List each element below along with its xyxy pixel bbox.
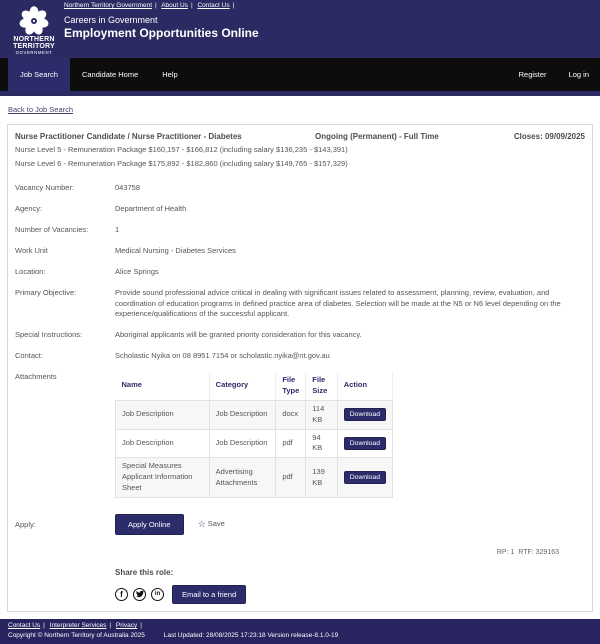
share-section xyxy=(115,568,585,604)
col-header-action: Action xyxy=(337,372,392,400)
logo-text-northern: NORTHERN xyxy=(13,36,55,43)
footer-link-interpreter-services[interactable]: Interpreter Services xyxy=(49,621,107,629)
detail-label: Vacancy Number: xyxy=(15,183,75,193)
detail-value: Department of Health xyxy=(115,204,187,214)
tab-job-search[interactable]: Job Search xyxy=(8,58,70,91)
facebook-icon[interactable]: f xyxy=(115,588,128,601)
share-title: Share this role: xyxy=(115,567,174,577)
separator: | xyxy=(140,621,142,629)
salary-line-n6: Nurse Level 6 - Remuneration Package $175,892 - $182,860 (including salary $149,765 - $157,329) xyxy=(15,159,348,169)
attachment-file-type: pdf xyxy=(276,429,306,458)
login-link[interactable]: Log in xyxy=(568,70,589,79)
attachments-header-row xyxy=(116,372,393,400)
nt-government-logo xyxy=(8,6,60,56)
attachment-file-type: pdf xyxy=(276,458,306,498)
detail-value: Aboriginal applicants will be granted priority consideration for this vacancy. xyxy=(115,330,362,340)
top-link-nt-government[interactable]: Northern Territory Government xyxy=(64,2,153,9)
save-job-button[interactable] xyxy=(198,518,225,531)
detail-label: Number of Vacancies: xyxy=(15,225,89,234)
detail-row-contact xyxy=(15,351,585,362)
page-title: Employment Opportunities Online xyxy=(64,26,259,40)
job-title-row xyxy=(15,132,585,141)
detail-row-work-unit xyxy=(15,246,585,257)
tab-help[interactable]: Help xyxy=(162,70,178,79)
nt-flower-icon xyxy=(12,6,56,36)
email-to-friend-button[interactable]: Email to a friend xyxy=(172,585,246,604)
attachment-row xyxy=(116,429,393,458)
attachment-file-type: docx xyxy=(276,400,306,429)
detail-row-vacancy-number xyxy=(15,183,585,194)
attachment-file-size: 94 KB xyxy=(306,429,337,458)
separator: | xyxy=(155,2,157,9)
separator: | xyxy=(43,621,45,629)
site-header xyxy=(0,0,600,58)
copyright-text: Copyright © Northern Territory of Australia 2025 xyxy=(8,631,145,639)
col-header-file-size: File Size xyxy=(306,372,337,400)
main-navigation xyxy=(0,58,600,91)
site-footer xyxy=(0,619,600,644)
careers-subtitle: Careers in Government xyxy=(64,15,158,25)
detail-value: Alice Springs xyxy=(115,266,159,276)
attachment-name: Job Description xyxy=(116,429,210,458)
detail-label: Contact: xyxy=(15,351,43,361)
top-link-contact-us[interactable]: Contact Us xyxy=(197,2,230,9)
attachment-name: Special Measures Applicant Information Sheet xyxy=(116,458,210,498)
detail-value: 1 xyxy=(115,225,120,234)
detail-label: Location: xyxy=(15,266,46,276)
footer-link-contact-us[interactable]: Contact Us xyxy=(8,621,41,629)
detail-value: Scholastic Nyika on 08 8951 7154 or scholastic.nyika@nt.gov.au xyxy=(115,351,330,361)
header-utility-links xyxy=(64,2,259,9)
apply-label: Apply: xyxy=(15,519,36,529)
apply-row xyxy=(15,514,585,535)
attachment-row xyxy=(116,458,393,498)
attachment-row xyxy=(116,400,393,429)
job-detail-panel xyxy=(7,124,593,612)
download-button[interactable]: Download xyxy=(344,437,386,450)
attachment-category: Job Description xyxy=(209,400,276,429)
logo-text-government: GOVERNMENT xyxy=(15,50,53,55)
footer-link-privacy[interactable]: Privacy xyxy=(115,621,138,629)
tab-candidate-home[interactable]: Candidate Home xyxy=(81,70,139,79)
detail-label: Work Unit xyxy=(15,245,48,255)
job-closing-date: Closes: 09/09/2025 xyxy=(513,132,585,141)
attachment-name: Job Description xyxy=(116,400,210,429)
detail-row-number-of-vacancies xyxy=(15,225,585,236)
star-icon: ☆ xyxy=(197,518,206,529)
salary-line-n5: Nurse Level 5 - Remuneration Package $160,157 - $166,812 (including salary $136,235 - $143,391) xyxy=(15,145,348,154)
detail-row-location xyxy=(15,267,585,278)
attachment-category: Advertising Attachments xyxy=(209,458,276,498)
main-content xyxy=(0,96,600,619)
col-header-name: Name xyxy=(116,372,210,400)
top-link-about-us[interactable]: About Us xyxy=(161,2,188,9)
detail-row-agency xyxy=(15,204,585,215)
col-header-file-type: File Type xyxy=(276,372,306,400)
detail-label: Primary Objective: xyxy=(15,287,77,297)
save-label: Save xyxy=(207,518,225,528)
apply-online-button[interactable]: Apply Online xyxy=(115,514,184,535)
detail-row-attachments xyxy=(15,372,585,498)
detail-row-special-instructions xyxy=(15,330,585,341)
logo-text-territory: TERRITORY xyxy=(13,43,55,50)
nav-spacer xyxy=(190,58,508,91)
register-link[interactable]: Register xyxy=(518,70,547,79)
job-employment-type: Ongoing (Permanent) - Full Time xyxy=(315,132,439,141)
twitter-icon[interactable] xyxy=(133,588,146,601)
attachments-label: Attachments xyxy=(15,372,57,381)
last-updated-text: Last Updated: 28/08/2025 17:23:18 Version release-8.1.0-19 xyxy=(163,631,339,639)
detail-value: 043758 xyxy=(115,183,141,193)
attachment-file-size: 114 KB xyxy=(306,400,337,429)
detail-value: Provide sound professional advice critical in dealing with significant issues related to assessment, planning, review, evaluation, and coordination of education programs in defined practice area of diabetes. Selection will be made at the N5 or N6 level depending on the experience/qualifications of the successful applicant. xyxy=(115,287,561,319)
separator: | xyxy=(190,2,193,9)
attachments-table xyxy=(115,372,393,498)
attachment-category: Job Description xyxy=(209,429,276,458)
col-header-category: Category xyxy=(209,372,276,400)
download-button[interactable]: Download xyxy=(344,408,386,421)
linkedin-icon[interactable] xyxy=(151,588,164,601)
download-button[interactable]: Download xyxy=(344,471,386,484)
back-to-job-search-link[interactable]: Back to Job Search xyxy=(8,105,74,114)
detail-row-primary-objective xyxy=(15,288,585,321)
job-details xyxy=(15,183,585,535)
footer-links xyxy=(8,622,600,629)
detail-value: Medical Nursing - Diabetes Services xyxy=(115,245,236,255)
separator: | xyxy=(109,621,112,629)
detail-label: Agency: xyxy=(15,204,43,214)
linkedin-glyph: in xyxy=(154,591,161,598)
job-title: Nurse Practitioner Candidate / Nurse Practitioner - Diabetes xyxy=(15,132,242,141)
detail-label: Special Instructions: xyxy=(15,330,83,340)
separator: | xyxy=(232,2,235,9)
attachment-file-size: 139 KB xyxy=(306,458,337,498)
reference-numbers: RP: 1 RTF: 329163 xyxy=(496,548,559,556)
